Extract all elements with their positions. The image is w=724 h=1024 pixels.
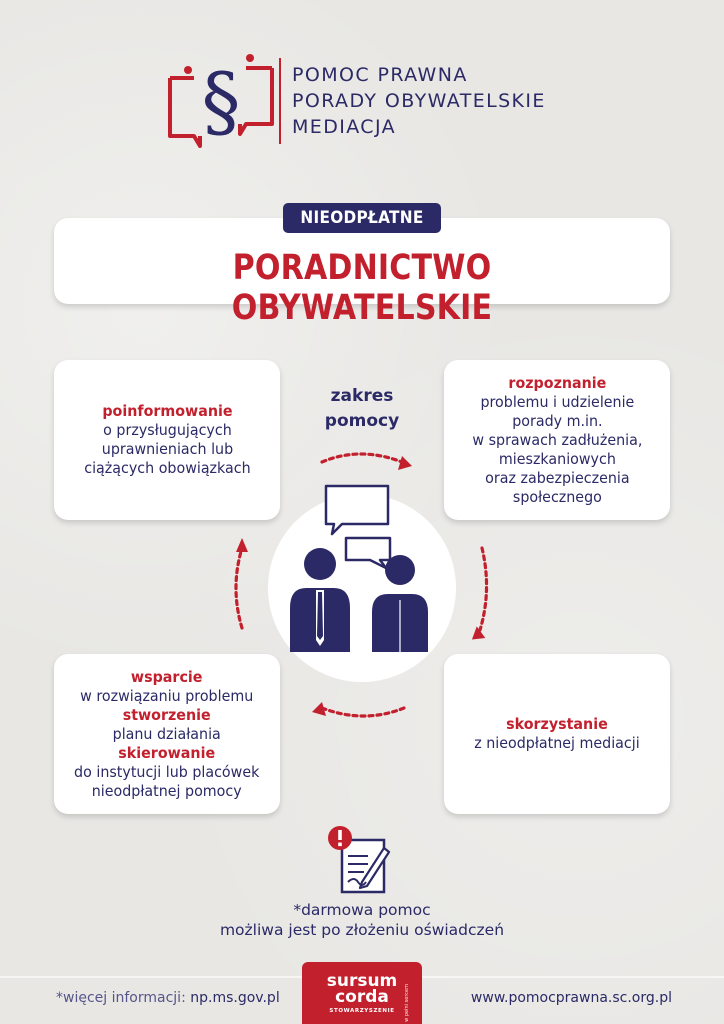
logo-line-3: MEDIACJA [292,116,397,138]
arrow-bottom [322,708,404,716]
page-title: PORADNICTWO OBYWATELSKIE [231,248,493,328]
note-line-1: *darmowa pomoc [293,901,431,919]
note-line-2: możliwa jest po złożeniu oświadczeń [219,921,505,939]
title-badge: NIEODPŁATNE [283,203,441,233]
card-diagnose-highlight: rozpoznanie [508,373,606,392]
logo-text [292,62,546,140]
card-diagnose-line: mieszkaniowych [498,449,616,468]
org-logo-line-2: corda [335,987,389,1007]
card-support-line: w rozwiązaniu problemu [80,686,254,705]
card-support-line: nieodpłatnej pomocy [92,781,242,800]
card-mediation-line: z nieodpłatnej mediacji [474,734,640,752]
footer-left [56,990,280,1006]
org-logo [302,962,422,1024]
svg-text:§: § [201,57,241,147]
card-support-line: do instytucji lub placówek [74,762,260,781]
card-inform-highlight: poinformowanie [101,402,233,420]
card-inform-line: o przysługujących [102,421,232,439]
document-pen-icon [324,824,392,896]
arrow-left [236,548,242,628]
center-label-line-1: zakres [330,386,394,406]
card-support-line: planu działania [112,724,222,743]
logo-line-2: PORADY OBYWATELSKIE [292,90,546,112]
card-diagnose-line: porady m.in. [511,411,603,430]
exclamation-icon [328,826,352,850]
card-inform-line: ciążących obowiązkach [83,459,251,477]
logo-divider [279,58,281,144]
card-diagnose-line: w sprawach zadłużenia, [472,430,642,449]
card-inform-line: uprawnieniach lub [101,440,233,458]
footer-left-label: *więcej informacji: [56,990,191,1006]
card-support-highlight-2: stworzenie [122,705,212,724]
card-support-highlight-3: skierowanie [118,743,216,762]
center-label-line-2: pomocy [324,411,400,431]
org-logo-vertical: w pełni sercem [404,984,410,1022]
org-logo-line-1: sursum [326,971,398,991]
logo-line-1: POMOC PRAWNA [292,64,468,86]
people-talking-icon [220,440,504,730]
center-label [300,384,424,434]
footer-left-link[interactable]: np.ms.gov.pl [190,990,280,1006]
card-diagnose-line: społecznego [512,487,602,506]
org-logo-line-3: STOWARZYSZENIE [329,1008,395,1014]
card-diagnose-line: oraz zabezpieczenia [484,468,630,487]
card-mediation-highlight: skorzystanie [506,715,608,733]
footer-right-link[interactable]: www.pomocprawna.sc.org.pl [470,990,672,1006]
paragraph-logo-icon [166,48,276,148]
note-text [140,900,584,940]
arrow-right [480,548,487,630]
card-diagnose-line: problemu i udzielenie [480,392,634,411]
card-support-highlight-1: wsparcie [131,667,203,686]
arrow-top [322,454,402,462]
